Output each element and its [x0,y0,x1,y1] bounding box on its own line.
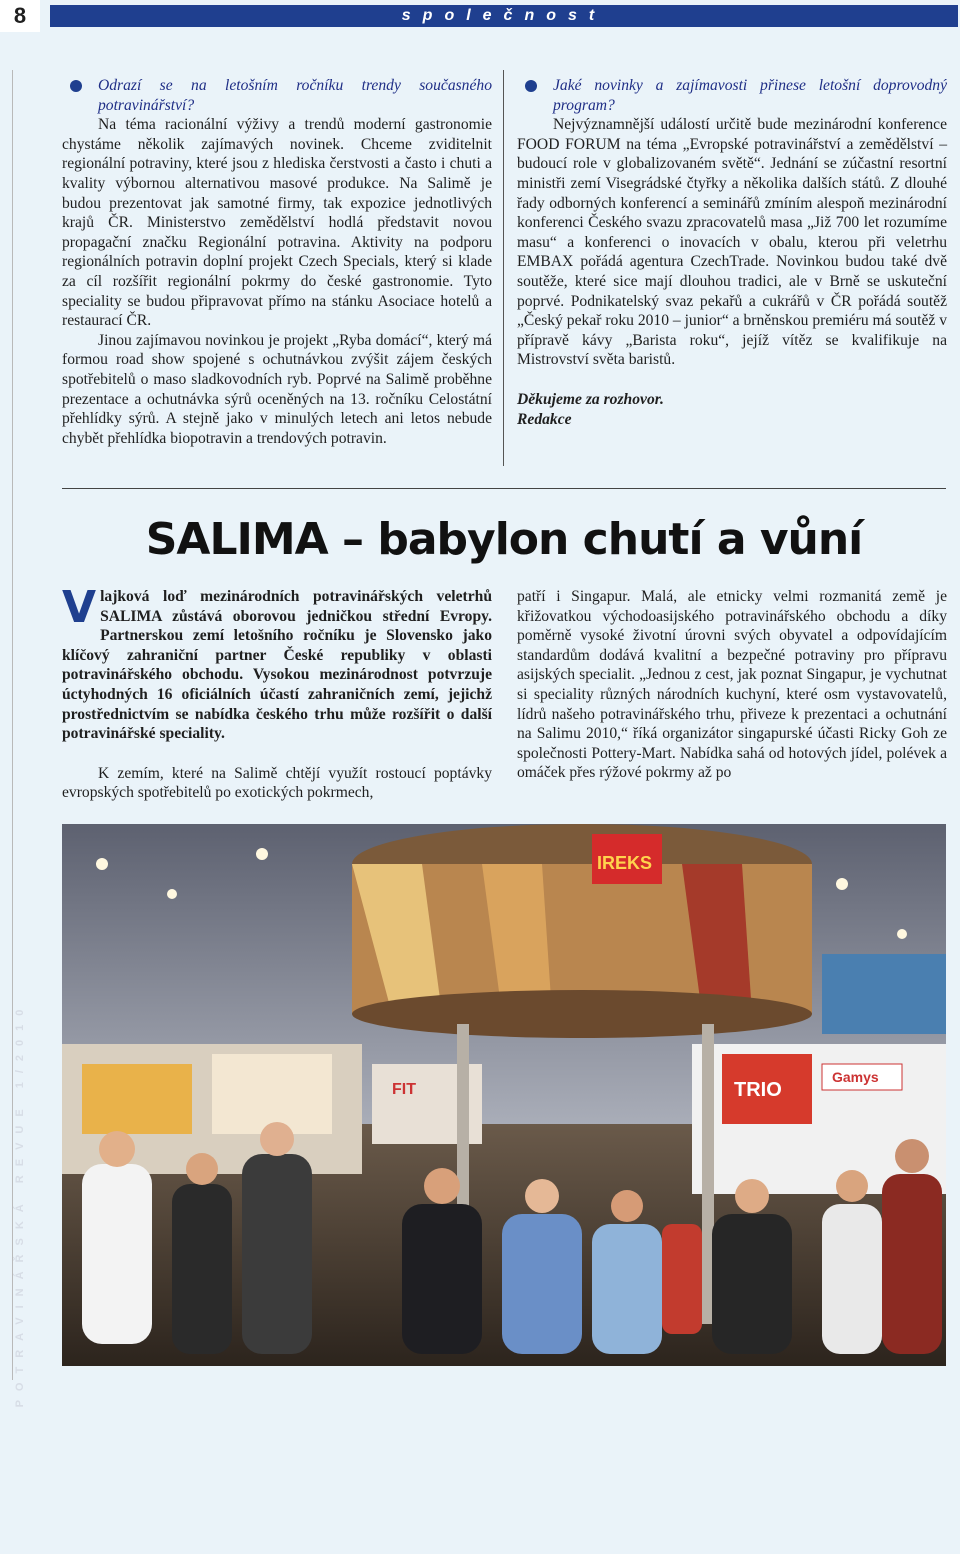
sign-trio: TRIO [734,1079,782,1101]
answer-1-paragraph-1: Na téma racionální výživy a trendů moderní gastronomie chystáme několik zajímavých novinek. Chceme zviditelnit regionální potraviny, které jsou z hlediska čerstvosti a často i chuti a kvality výbornou alternativou masové produkce. Na Salimě je budou prezentovat jak samotné firmy, tak expozice jednotlivých krajů ČR. Ministerstvo zemědělství hodlá představit novou propagační značku Regionální potravina. Aktivity na podporu regionálních potravin doplní projekt Czech Specials, který si klade za cíl rozšířit regionální pokrmy do české gastronomie. Tyto speciality se budou připravovat přímo na stánku Asociace hotelů a restaurací ČR. [62,116,492,330]
interview-right-column [517,76,947,429]
article-lead: Vlajková loď mezinárodních potravinářských veletrhů SALIMA zůstává oborovou jedničkou střední Evropy. Partnerskou zemí letošního ročníku je Slovensko jako klíčový zahraniční partner České republiky v oblasti potravinářského obchodu. Vysokou mezinárodnost potvrzuje úctyhodných 16 oficiálních účastí zahraničních zemí, jejichž prostřednictvím se nabídka českého trhu může rozšířit o další potravinářské speciality. [62,582,492,743]
question-2: Jaké novinky a zajímavosti přinese letošní doprovodný program? [517,76,947,115]
page-number: 8 [0,0,40,32]
question-1: Odrazí se na letošním ročníku trendy současného potravinářství? [62,76,492,115]
drop-cap: V [62,582,97,633]
article-body-left: K zemím, které na Salimě chtějí využít rostoucí poptávky evropských spotřebitelů po exotických pokrmech, [62,764,492,802]
section-header: společnost [50,5,958,27]
thanks-line: Děkujeme za rozhovor. [517,390,664,408]
side-rule [12,70,13,1380]
spacer [62,744,492,764]
article-body-right: patří i Singapur. Malá, ale etnicky velmi rozmanitá země je křižovatkou východoasijského potravinářského obchodu a díky poměrně vysoké životní úrovni svých obyvatel a odpovídajícím standardům dodává kvalitní a bezpečné potraviny pro přípravu asijských specialit. „Jednou z cest, jak poznat Singapur, je vychutnat si speciality různých národních kuchyní, které osm vystavovatelů, lídrů našeho potravinářského trhu, přiveze k prezentaci a ochutnání na Salimu 2010,“ říká organizátor singapurské účasti Ricky Goh ze společnosti Pottery-Mart. Nabídka sahá od hotových jídel, polévek a omáček přes rýžové pokrmy až po [517,588,947,782]
spacer [517,370,947,390]
article-right-column [517,587,947,783]
fair-photo [62,824,946,1366]
stand-panel [212,1054,332,1134]
section-divider [62,488,946,489]
article-title: SALIMA – babylon chutí a vůní [145,514,863,565]
sign-ireks: IREKS [597,853,653,873]
sign-gamys: Gamys [832,1069,879,1085]
signature: Redakce [517,410,572,428]
magazine-name: POTRAVINÁŘSKÁ REVUE 1/2010 [14,1000,26,1408]
windows [822,954,946,1034]
interview-left-column [62,76,492,448]
bullet-icon [70,80,82,92]
drum-bottom [352,990,812,1038]
article-left-column [62,582,492,803]
stand-panel [82,1064,192,1134]
sign-fit: FIT [392,1081,416,1098]
bullet-icon [525,80,537,92]
fair-hall-illustration [62,824,946,1366]
answer-2: Nejvýznamnější událostí určitě bude mezinárodní konference FOOD FORUM na téma „Evropské potravinářství a zemědělství – budoucí role v globalizovaném světě“. Jednání se zúčastní resortní ministři zemí Visegrádské čtyřky a několika dalších států. Z dlouhé řady odborných konferencí a seminářů zmíním alespoň mezinárodní konferenci Českého svazu zpracovatelů masa „Již 700 let rozumíme masu“ a konferenci o inovacích v obalu, kterou při veletrhu EMBAX pořádá agentura CzechTrade. Novinkou budou také dvě soutěže, které sice mají dlouhou tradici, ale v Brně se uskuteční poprvé. Podnikatelský svaz pekařů a cukrářů v ČR pořádá soutěž „Český pekař roku 2010 – junior“ a brněnskou premiéru má soutěž v přípravě kávy „Barista roku“, jejíž vítěz se kvalifikuje na Mistrovství světa baristů. [517,116,948,369]
answer-1-paragraph-2: Jinou zajímavou novinkou je projekt „Ryba domácí“, který má formou road show spojené s ochutnávkou zvýšit zájem českých spotřebitelů o maso sladkovodních ryb. Poprvé na Salimě proběhne prezentace a ochutnávka sýrů oceněných na 13. ročníku Celostátní přehlídky sýrů. A stejně jako v minulých letech ani letos nebude chybět přehlídka biopotravin a trendových potravin. [62,331,492,447]
column-divider [503,70,504,466]
